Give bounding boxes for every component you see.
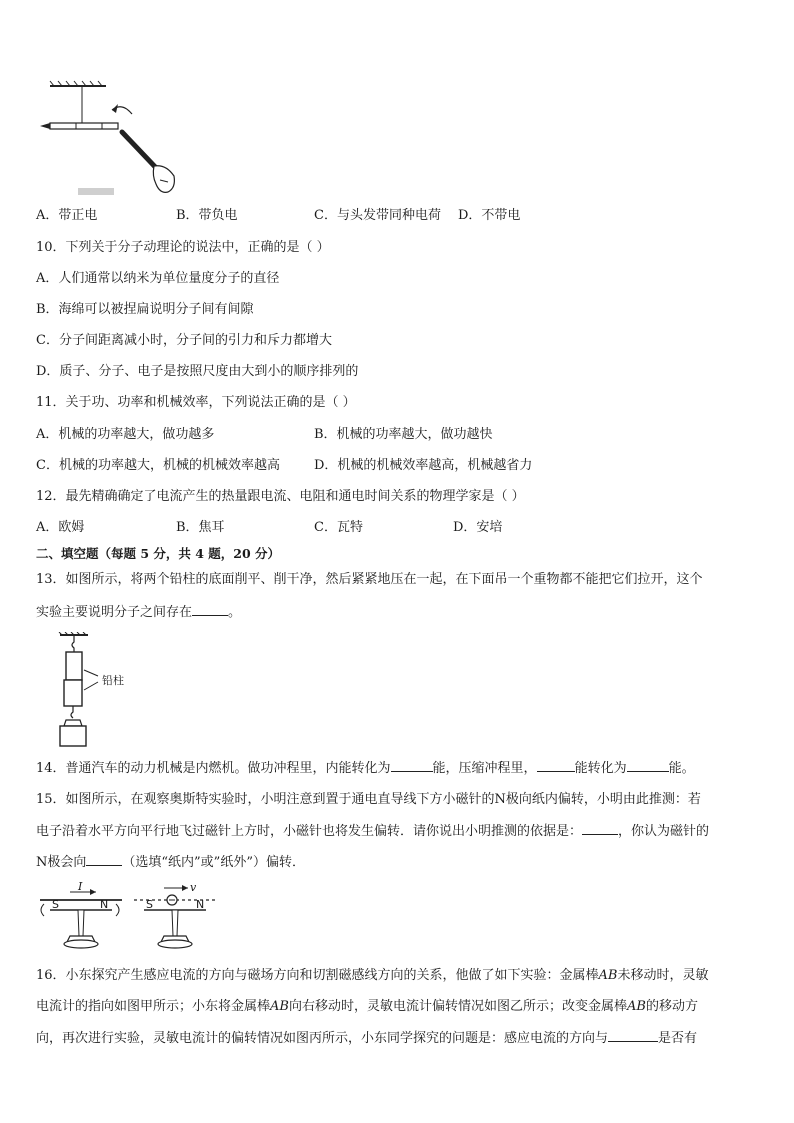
section-heading: 二、填空题（每题 5 分，共 4 题，20 分） [36,546,281,561]
q15-line1: 15．如图所示，在观察奥斯特实验时，小明注意到置于通电直导线下方小磁针的N极向纸内偏转，小明由此推测：若 [36,792,701,807]
q11-option-b: B．机械的功率越大，做功越快 [314,427,493,442]
q15-blank-1[interactable] [582,822,618,835]
q12-option-b: B．焦耳 [176,520,225,535]
q13-line2-end: 。 [228,605,242,620]
left-n-label: N [100,898,109,911]
q14-line [36,759,695,778]
q9-figure [36,80,186,198]
q14-blank-3[interactable] [627,759,669,772]
q11-option-c: C．机械的功率越大，机械的机械效率越高 [36,458,280,473]
q10-option-a: A．人们通常以纳米为单位量度分子的直径 [36,271,280,286]
q10-option-c: C．分子间距离减小时，分子间的引力和斥力都增大 [36,333,332,348]
q16-line2-text-c: 的移动方 [645,999,698,1014]
q12-option-a: A．欧姆 [36,520,85,535]
q9-option-d: D．不带电 [458,208,521,223]
q16-ab-2: AB [270,999,289,1014]
velocity-label: v [190,881,197,894]
q13-line2-text: 实验主要说明分子之间存在 [36,605,193,620]
q9-option-c: C．与头发带同种电荷 [314,208,441,223]
q13-figure-label: 铅柱 [102,674,124,687]
q14-text-1: 14．普通汽车的动力机械是内燃机。做功冲程里，内能转化为 [36,761,391,776]
q13-line1: 13．如图所示，将两个铅柱的底面削平、削干净，然后紧紧地压在一起，在下面吊一个重物都不能把它们拉开，这个 [36,572,703,587]
q14-text-4: 能。 [668,761,695,776]
q11-stem: 11．关于功、功率和机械效率，下列说法正确的是（ ） [36,395,356,410]
q12-option-d: D．安培 [453,520,503,535]
q16-line3-text: 向，再次进行实验，灵敏电流计的偏转情况如图丙所示，小东同学探究的问题是：感应电流的方向与 [36,1031,609,1046]
q12-stem: 12．最先精确确定了电流产生的热量跟电流、电阻和通电时间关系的物理学家是（ ） [36,489,525,504]
q11-option-a: A．机械的功率越大，做功越多 [36,427,215,442]
q16-line2-text-b: 向右移动时，灵敏电流计偏转情况如图乙所示；改变金属棒 [288,999,627,1014]
q15-line3-end: （选填“纸内”或”纸外”）偏转． [122,855,305,870]
q16-line1-end: 未移动时，灵敏 [617,968,709,983]
q16-ab-1: AB [598,968,618,983]
q14-blank-1[interactable] [391,759,433,772]
q10-stem: 10．下列关于分子动理论的说法中，正确的是（ ） [36,240,330,255]
q15-line2-text: 电子沿着水平方向平行地飞过磁针上方时，小磁针也将发生偏转．请你说出小明推测的依据是： [36,824,583,839]
left-s-label: S [52,898,59,911]
q16-line3 [36,1029,697,1048]
q9-option-a: A．带正电 [36,208,98,223]
q16-blank[interactable] [608,1029,658,1042]
q14-text-2: 能，压缩冲程里， [432,761,537,776]
q16-line1 [36,967,709,985]
q13-figure [44,632,154,748]
q15-figure [36,880,220,956]
q14-text-3: 能转化为 [574,761,627,776]
q15-line3-text: N极会向 [36,855,87,870]
q13-line2 [36,603,241,622]
current-label: I [78,880,83,893]
right-n-label: N [196,898,205,911]
q15-line2-end: ，你认为磁针的 [618,824,710,839]
q16-line3-end: 是否有 [658,1031,698,1046]
q14-blank-2[interactable] [537,759,575,772]
q10-option-b: B．海绵可以被捏扁说明分子间有间隙 [36,302,254,317]
q9-option-b: B．带负电 [176,208,238,223]
q16-line2-text-a: 电流计的指向如图甲所示；小东将金属棒 [36,999,271,1014]
q13-blank[interactable] [192,603,228,616]
q16-line2 [36,998,698,1016]
q15-line2 [36,822,709,841]
q15-blank-2[interactable] [86,853,122,866]
right-s-label: S [146,898,153,911]
q12-option-c: C．瓦特 [314,520,363,535]
q16-line1-text: 16．小东探究产生感应电流的方向与磁场方向和切割磁感线方向的关系，他做了如下实验：金属棒 [36,968,599,983]
q11-option-d: D．机械的机械效率越高，机械越省力 [314,458,533,473]
q10-option-d: D．质子、分子、电子是按照尺度由大到小的顺序排列的 [36,364,359,379]
q16-ab-3: AB [626,999,646,1014]
q15-line3 [36,853,305,872]
